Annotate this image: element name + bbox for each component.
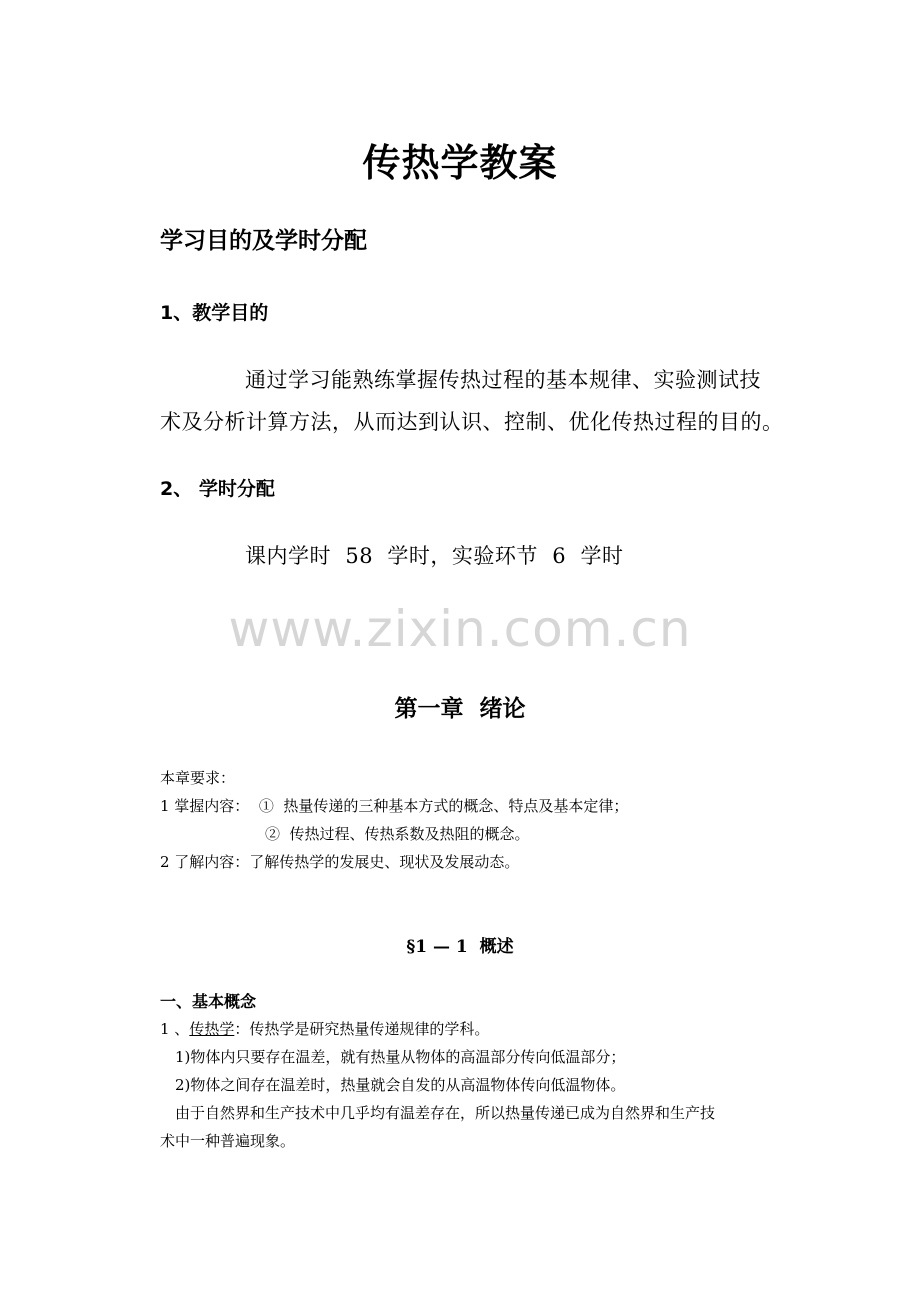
requirement-understand: 2 了解内容：了解传热学的发展史、现状及发展动态。 xyxy=(160,853,520,871)
definition-term: 传热学 xyxy=(189,1020,235,1038)
chapter-requirements-label: 本章要求： xyxy=(160,769,236,787)
teaching-purpose-heading: 1、教学目的 xyxy=(160,302,269,324)
summary-line2: 术中一种普遍现象。 xyxy=(160,1132,296,1150)
chapter-title: 第一章 绪论 xyxy=(394,696,526,722)
section-heading: 学习目的及学时分配 xyxy=(160,228,367,254)
definition-line xyxy=(160,1018,489,1039)
point-1: 1)物体内只要存在温差，就有热量从物体的高温部分传向低温部分； xyxy=(175,1048,626,1066)
definition-prefix: 1 、 xyxy=(160,1020,190,1038)
requirement-master: 1 掌握内容： ① 热量传递的三种基本方式的概念、特点及基本定律； xyxy=(160,797,629,815)
document-title: 传热学教案 xyxy=(362,141,558,185)
point-2: 2)物体之间存在温差时，热量就会自发的从高温物体传向低温物体。 xyxy=(175,1076,626,1094)
hours-allocation-heading: 2、 学时分配 xyxy=(160,478,275,500)
basic-concepts-heading: 一、基本概念 xyxy=(160,992,257,1011)
teaching-purpose-line1: 通过学习能熟练掌握传热过程的基本规律、实验测试技 xyxy=(245,368,761,392)
hours-allocation-text: 课内学时 58 学时，实验环节 6 学时 xyxy=(245,544,624,568)
definition-text: ：传热学是研究热量传递规律的学科。 xyxy=(234,1020,490,1038)
watermark: www.zixin.com.cn xyxy=(228,600,692,658)
requirement-master-item2: ② 传热过程、传热系数及热阻的概念。 xyxy=(265,825,530,843)
summary-line1: 由于自然界和生产技术中几乎均有温差存在，所以热量传递已成为自然界和生产技 xyxy=(175,1104,716,1122)
teaching-purpose-line2: 术及分析计算方法，从而达到认识、控制、优化传热过程的目的。 xyxy=(160,410,784,434)
section-title: §1 — 1 概述 xyxy=(406,937,514,957)
